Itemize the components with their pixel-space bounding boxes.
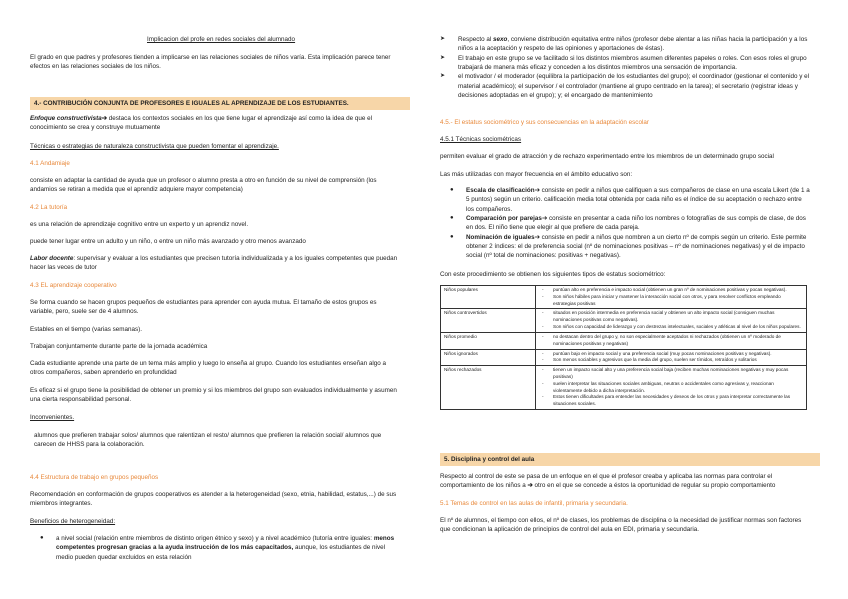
section-4-4-text: Recomendación en conformación de grupos cooperativos es atender a la heterogeneidad (sexo, etnia, habilidad, estatus,...) de sus miembros integrantes. bbox=[30, 491, 397, 508]
list-item: ● Nominación de iguales➔ consiste en pedir a niños que nombren a un cierto nº de compis según un criterio. Este permite obtener 2 índices: el de preferencia social (nº de nominaciones positivas – nº de nominaciones negativas) y el de impacto social (nº total de nominaciones: positivas + negativas). bbox=[440, 233, 810, 261]
section-4-heading-bar bbox=[30, 97, 410, 110]
status-cell: Niños ignorados bbox=[441, 349, 536, 366]
section-4-1-text: consiste en adaptar la cantidad de ayuda que un profesor o alumno presta a otro en función de su nivel de comprensión (los andamios se retiran a medida que el aprendiz adquiere mayor competencia) bbox=[30, 177, 377, 194]
list-item: - situados en posición intermedia en preferencia social y obtienen un alto impacto social (consiguen muchas nominaciones positivas como negativas). bbox=[539, 310, 803, 324]
status-cell: Niños populares bbox=[441, 286, 536, 309]
description-cell bbox=[536, 332, 807, 349]
section-4-2-p1: es una relación de aprendizaje cognitivo entre un experto y un aprendiz novel. bbox=[30, 221, 249, 228]
beneficios-title: Beneficios de heterogeneidad: bbox=[30, 518, 116, 525]
table-row bbox=[441, 309, 807, 332]
tecnica-term: Comparación por parejas bbox=[466, 214, 542, 222]
section-4-3-p4: Cada estudiante aprende una parte de un tema más amplio y luego lo enseña al grupo. Cuando los estudiantes enseñan algo a otros compañeros, saben aprenderlo en profundidad bbox=[30, 360, 387, 377]
section-4-3-p1: Se forma cuando se hacen grupos pequeños de estudiantes para aprender con ayuda mutua. El tamaño de estos grupos es variable, pero, suele ser de 4 alumnos. bbox=[30, 299, 377, 316]
enfoque-term: Enfoque constructivista bbox=[30, 115, 102, 122]
list-item: - puntúan bajo en impacto social y una preferencia social (muy pocas nominaciones positivas y negativas). bbox=[539, 351, 803, 358]
table-row bbox=[441, 332, 807, 349]
labor-docente-text: : supervisar y evaluar a los estudiantes que precisen tutoría individualizada y a los iguales competentes que puedan hacer las veces de tutor bbox=[30, 255, 398, 272]
section-4-5-1-title: 4.5.1 Técnicas sociométricas bbox=[440, 136, 522, 143]
tecnica-term: Nominación de iguales bbox=[466, 233, 535, 241]
list-item: - Son niños con capacidad de liderazgo y con destrezas intelectuales, sociales y atléticas al nivel de los niños populares. bbox=[539, 324, 803, 331]
arrow-icon: ➔ bbox=[527, 482, 533, 490]
section-4-3-title: 4.3 EL aprendizaje cooperativo bbox=[30, 282, 117, 289]
status-cell: Niños promedio bbox=[441, 332, 536, 349]
roles-list bbox=[440, 35, 810, 100]
section-4-5-title: 4.5.- El estatus sociométrico y sus consecuencias en la adaptación escolar bbox=[440, 119, 649, 126]
section-5-heading: 5. Disciplina y control del aula bbox=[440, 453, 820, 466]
doc-title: Implicacion del profe en redes sociales del alumnado bbox=[147, 36, 296, 43]
labor-docente-term: Labor docente bbox=[30, 255, 74, 262]
list-item: ● a nivel social (relación entre miembros de distinto origen étnico y sexo) y a nivel académico (tutoría entre iguales: menos competentes progresan gracias a la ayuda instrucción de los más capacitados, aunque, los estudiantes de nivel medio pueden quedar excluidos en esta relación bbox=[30, 534, 400, 562]
description-cell bbox=[536, 366, 807, 410]
section-4-3-p2: Estables en el tiempo (varias semanas). bbox=[30, 326, 142, 333]
list-item: ➤ Respecto al sexo, conviene distribución equitativa entre niños (profesor debe alentar a las niñas hacia la participación y a los niños a la aceptación y respeto de las opiniones y aportaciones de éstas). bbox=[440, 35, 810, 54]
table-row bbox=[441, 286, 807, 309]
table-intro: Con este procedimiento se obtienen los siguientes tipos de estatus sociométrico: bbox=[440, 271, 666, 278]
list-item: ➤ El trabajo en este grupo se ve facilitado si los distintos miembros asumen diferentes papeles o roles. Con esos roles el grupo trabajará de manera más eficaz y conceden a los distintos miembros una sensación de importancia. bbox=[440, 54, 810, 73]
list-item: - no destacan dentro del grupo y, no son especialmente aceptados ni rechazados (obtienen un nº moderado de nominaciones positivas y negativas) bbox=[539, 334, 803, 348]
intro-paragraph: El grado en que padres y profesores tienden a implicarse en las relaciones sociales de niños varía. Esta implicación parece tener efectos en las relaciones sociales de los niños. bbox=[30, 54, 391, 71]
enfoque-text: destaca los contextos sociales en los que tiene lugar el aprendizaje así como la idea de que el conocimiento se crea y construye mutuamente bbox=[30, 115, 373, 132]
description-cell bbox=[536, 286, 807, 309]
tecnicas-list bbox=[440, 186, 810, 261]
table-row bbox=[441, 366, 807, 410]
description-cell bbox=[536, 349, 807, 366]
estatus-table bbox=[440, 285, 807, 410]
beneficios-bold: menos competentes progresan gracias a la ayuda instrucción de los más capacitados, bbox=[56, 535, 395, 552]
section-5-heading-bar bbox=[440, 453, 820, 466]
arrow-icon: ➔ bbox=[101, 115, 108, 122]
description-cell bbox=[536, 309, 807, 332]
beneficios-list bbox=[30, 534, 400, 562]
inconvenientes-text: alumnos que prefieren trabajar solos/ alumnos que ralentizan el resto/ alumnos que prefieren la relación social/ alumnos que carecen de HHSS para la colaboración. bbox=[34, 432, 382, 449]
table-row bbox=[441, 349, 807, 366]
tecnica-term: Escala de clasificación bbox=[466, 187, 535, 194]
sexo-term: sexo bbox=[493, 36, 508, 43]
list-item: - puntúan alto en preferencia e impacto social (obtienen un gran nº de nominaciones positivas y pocas negativas). bbox=[539, 287, 803, 294]
section-4-3-p3: Trabajan conjuntamente durante parte de la jornada académica bbox=[30, 343, 208, 350]
section-4-1-title: 4.1 Andamiaje bbox=[30, 160, 70, 167]
list-item: - tienen un impacto social alto y una preferencia social baja (reciben muchas nominaciones negativas y muy pocas positivas) bbox=[539, 367, 803, 381]
section-4-5-1-p1: permiten evaluar el grado de atracción y de rechazo experimentado entre los miembros de un determinado grupo social bbox=[440, 153, 774, 160]
section-4-4-title: 4.4 Estructura de trabajo en grupos pequeños bbox=[30, 474, 159, 481]
section-4-2-p2: puede tener lugar entre un adulto y un niño, o entre un niño más avanzado y otro menos avanzado bbox=[30, 238, 306, 245]
inconvenientes-title: Inconvenientes. bbox=[30, 414, 75, 421]
section-5-1-text: El nº de alumnos, el tiempo con ellos, el nº de clases, los problemas de disciplina o la necesidad de justificar normas son factores que condicionan la aplicación de principios de control del aula en EDI, primaria y secundaria. bbox=[440, 517, 802, 534]
section-4-2-labor bbox=[30, 254, 400, 273]
section-5-text: Respecto al control de este se pasa de un enfoque en el que el profesor creaba y aplicaba las normas para controlar el comportamiento de los niños a ➔ otro en el que se concede a éstos la oportunidad de regular su propio comportamiento bbox=[440, 473, 776, 490]
section-4-3-p5: Es eficaz si el grupo tiene la posibilidad de obtener un premio y si los miembros del grupo son evaluados individualmente y asumen una cierta responsabilidad personal. bbox=[30, 387, 397, 404]
list-item: ● Escala de clasificación➔ consiste en pedir a niños que califiquen a sus compañeros de clase en una escala Likert (de 1 a 5 puntos) según un criterio. calificación media total obtenida por cada niño es el índice de su aceptación o rechazo entre los compañeros. bbox=[440, 186, 810, 214]
list-item: - Estos tienen dificultades para entender las necesidades y deseos de los otros y para interpretar correctamente las situaciones sociales. bbox=[539, 394, 803, 408]
enfoque-paragraph bbox=[30, 114, 400, 133]
section-4-2-title: 4.2 La tutoría bbox=[30, 204, 68, 211]
section-4-5-1-p2: Las más utilizadas con mayor frecuencia en el ámbito educativo son: bbox=[440, 171, 633, 178]
list-item: - Son niños hábiles para iniciar y mantener la interacción social con otros, y para resolver conflictos empleando estrategias positivas bbox=[539, 294, 803, 308]
list-item: ➤ el motivador / el moderador (equilibra la participación de los estudiantes del grupo); el coordinador (gestionar el contenido y el material académico); el supervisor / el controlador (mantiene al grupo centrado en la tarea); el secretario (registrar ideas y decisiones adoptadas en el grupo); y; el encargado de mantenimiento bbox=[440, 72, 810, 100]
status-cell: Niños controvertidos bbox=[441, 309, 536, 332]
tecnicas-heading: Técnicas o estrategias de naturaleza constructivista que pueden fomentar el aprendizaje. bbox=[30, 143, 279, 150]
section-4-heading: 4.- CONTRIBUCIÓN CONJUNTA DE PROFESORES E IGUALES AL APRENDIZAJE DE LOS ESTUDIANTES. bbox=[30, 97, 410, 110]
section-5-1-title: 5.1 Temas de control en las aulas de infantil, primaria y secundaria. bbox=[440, 500, 628, 507]
list-item: - Son menos sociables y agresivos que la media del grupo, suelen ser tímidos, retraídos y solitarios bbox=[539, 357, 803, 364]
list-item: ● Comparación por parejas➔ consiste en presentar a cada niño los nombres o fotografías de sus compis de clase, de dos en dos. El niño tiene que elegir al que prefiere de cada pareja. bbox=[440, 214, 810, 233]
list-item: - suelen interpretar las situaciones sociales ambiguas, neutras o accidentales como agresivas y, reaccionan violentamente debido a dicha interpretación. bbox=[539, 381, 803, 395]
status-cell: Niños rechazados bbox=[441, 366, 536, 410]
